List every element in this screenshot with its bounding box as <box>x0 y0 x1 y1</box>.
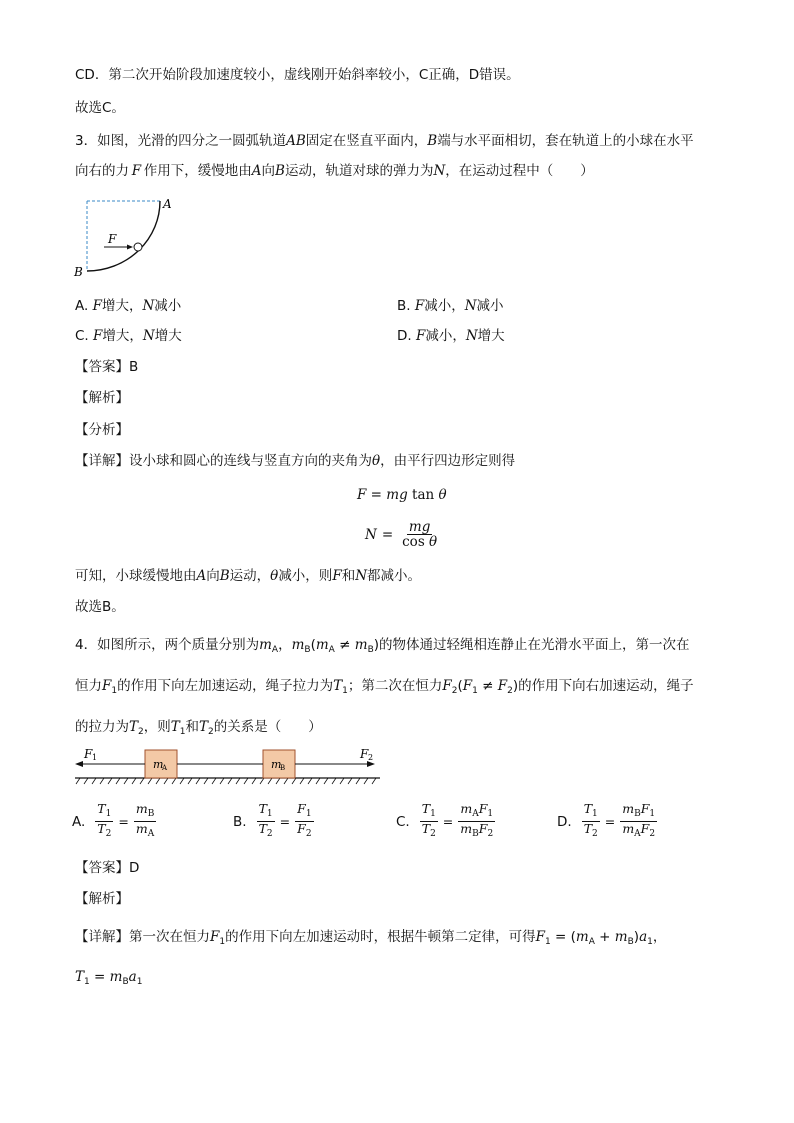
q3-option-d[interactable]: D. F减小，N增大 <box>397 328 505 344</box>
q3-answer: 【答案】B <box>75 359 139 375</box>
arc-label-a: A <box>163 197 172 211</box>
q3-stem-line-1: 3．如图，光滑的四分之一圆弧轨道AB固定在竖直平面内，B端与水平面相切，套在轨道上的小球在水平 <box>75 133 694 149</box>
equation-n: N = $\frac{mg}{\text{cos θ}}$ <box>365 519 438 550</box>
label-f1: F <box>84 747 93 761</box>
arc-label-b: B <box>74 265 83 279</box>
text-line-1: CD．第二次开始阶段加速度较小，虚线刚开始斜率较小，C正确，D错误。 <box>75 67 520 83</box>
q4-stem-line-2: 恒力$F_1$的作用下向左加速运动，绳子拉力为$T_1$；第二次在恒力$F_2(F_1 \ne F_2)$的作用下向右加速运动，绳子 <box>75 678 694 696</box>
svg-text:B: B <box>280 764 286 772</box>
q3-choose: 故选B。 <box>75 599 125 615</box>
q4-answer: 【答案】D <box>75 860 140 876</box>
q3-detail-line: 【详解】设小球和圆心的连线与竖直方向的夹角为θ，由平行四边形定则得 <box>75 453 516 469</box>
svg-text:A: A <box>162 764 168 772</box>
q4-option-a[interactable]: A. $\frac{T_1}{T_2}$ = $\frac{m_B}{m_A}$ <box>72 801 155 839</box>
label-mb: m <box>271 758 282 771</box>
arc-label-f: F <box>108 232 117 246</box>
q3-option-c[interactable]: C. F增大，N增大 <box>75 328 182 344</box>
q4-option-c[interactable]: C. $\frac{T_1}{T_2}$ = $\frac{m_AF_1}{m_BF_2}$ <box>396 801 494 839</box>
q3-option-b[interactable]: B. F减小，N减小 <box>397 298 504 314</box>
equation-f: F = mg tan θ <box>357 487 447 503</box>
q4-option-d[interactable]: D. $\frac{T_1}{T_2}$ = $\frac{m_BF_1}{m_AF_2}$ <box>557 801 656 839</box>
label-f2: F <box>360 747 369 761</box>
text-line-2: 故选C。 <box>75 100 125 116</box>
q3-fenxi-heading: 【分析】 <box>75 422 129 438</box>
label-ma: m <box>153 758 164 771</box>
svg-text:1: 1 <box>92 753 98 762</box>
q3-jiexi-heading: 【解析】 <box>75 390 129 406</box>
q4-stem-line-3: 的拉力为$T_2$，则$T_1$和$T_2$的关系是（ ） <box>75 719 322 737</box>
svg-text:2: 2 <box>368 753 374 762</box>
q3-stem-line-2: 向右的力 F 作用下，缓慢地由A向B运动，轨道对球的弹力为N，在运动过程中（ ） <box>75 163 594 179</box>
q4-detail-line-1: 【详解】第一次在恒力$F_1$的作用下向左加速运动时，根据牛顿第二定律，可得$F_1 = (m_A + m_B)a_1$， <box>75 929 667 947</box>
figure-quarter-arc <box>70 195 190 280</box>
q3-conclusion: 可知，小球缓慢地由A向B运动，θ减小，则F和N都减小。 <box>75 568 421 584</box>
q4-detail-line-2: $T_1 = m_Ba_1$ <box>75 969 143 987</box>
q3-option-a[interactable]: A. F增大，N减小 <box>75 298 182 314</box>
q4-option-b[interactable]: B. $\frac{T_1}{T_2}$ = $\frac{F_1}{F_2}$ <box>233 801 312 839</box>
q4-stem-line-1: 4．如图所示，两个质量分别为$m_A$，$m_B(m_A \ne m_B)$的物体通过轻绳相连静止在光滑水平面上，第一次在 <box>75 637 690 655</box>
q4-jiexi-heading: 【解析】 <box>75 891 129 907</box>
figure-two-blocks <box>70 742 390 790</box>
